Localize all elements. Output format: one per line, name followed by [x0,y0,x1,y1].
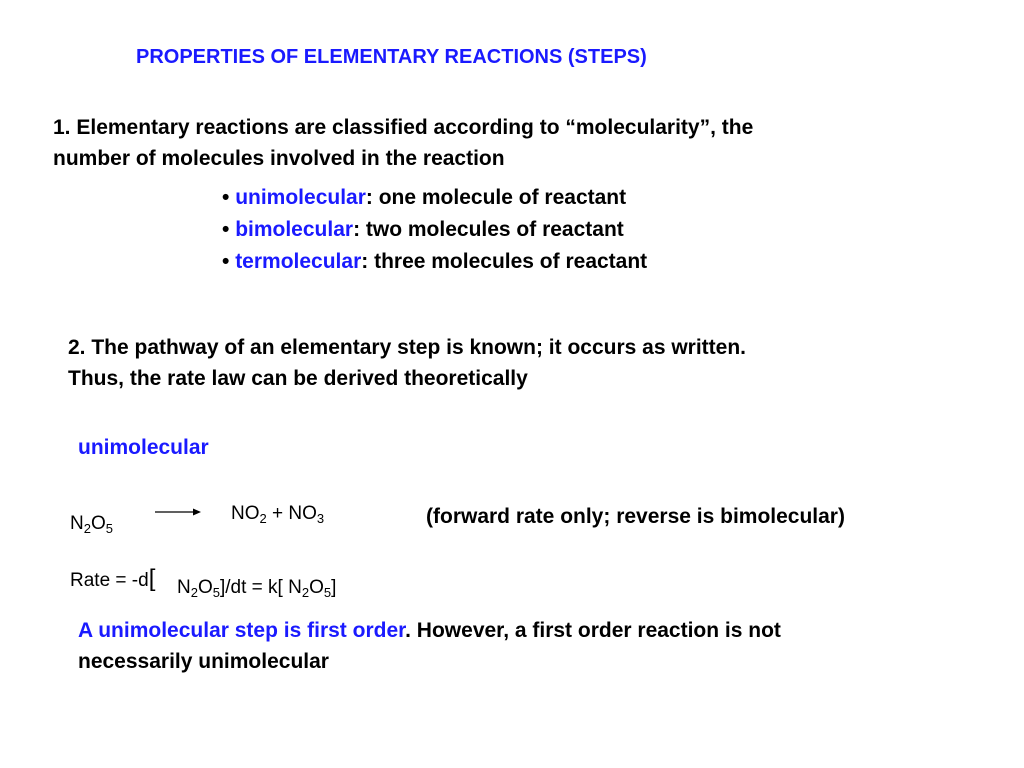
product-2-sub: 3 [316,511,325,526]
forward-rate-note: (forward rate only; reverse is bimolecular) [426,505,845,528]
bullet-term: bimolecular [235,218,354,241]
product-1: NO [231,503,260,524]
point-1-text [53,112,753,174]
bullet-termolecular [222,250,647,274]
bullet-unimolecular [222,186,626,210]
unimolecular-heading: unimolecular [78,436,209,459]
bullet-desc: : three molecules of reactant [361,250,648,273]
rate-n2-sub: 2 [301,585,310,600]
page-title: PROPERTIES OF ELEMENTARY REACTIONS (STEPS) [136,46,647,68]
rate-open-bracket: [ [148,565,156,592]
rate-n: N [177,577,191,598]
plus-sign: + [266,503,289,524]
conclusion-rest: . However, a first order reaction is not [405,619,781,642]
bullet-desc: : two molecules of reactant [353,218,624,241]
product-1-sub: 2 [259,511,267,526]
products-formula [231,503,324,525]
bullet-marker: • [222,250,236,273]
reaction-arrow-icon [155,507,201,517]
bullet-bimolecular [222,218,624,242]
bullet-term: unimolecular [235,186,366,209]
reactant-n-sub: 2 [83,521,91,536]
product-2: NO [288,503,317,524]
conclusion-text [78,615,781,677]
rate-prefix-text: Rate = -d [70,570,149,591]
point-2-text [68,332,746,394]
reactant-n: N [70,513,84,534]
rate-o2: O [309,577,324,598]
point-2-line-2: Thus, the rate law can be derived theoretically [68,367,528,390]
reactant-o-sub: 5 [105,521,113,536]
bullet-term: termolecular [235,250,362,273]
rate-o2-sub: 5 [323,585,332,600]
rate-prefix [70,565,155,593]
conclusion-line-1 [78,615,781,646]
rate-n-sub: 2 [190,585,198,600]
rate-o: O [197,577,213,598]
rate-o-sub: 5 [212,585,220,600]
bullet-marker: • [222,218,236,241]
reactant-o: O [90,513,106,534]
point-1-line-1: 1. Elementary reactions are classified according to “molecularity”, the [53,116,754,139]
bullet-desc: : one molecule of reactant [365,186,627,209]
rate-middle: ]/dt = k[ [219,577,289,598]
reactant-formula [70,513,113,535]
point-1-line-2: number of molecules involved in the reaction [53,147,505,170]
conclusion-highlight: A unimolecular step is first order [78,619,406,642]
bullet-marker: • [222,186,236,209]
conclusion-line-2: necessarily unimolecular [78,650,329,673]
rate-n2: N [288,577,302,598]
rate-close: ] [331,577,337,598]
rate-law-expression [177,577,336,599]
point-2-line-1: 2. The pathway of an elementary step is known; it occurs as written. [68,336,747,359]
